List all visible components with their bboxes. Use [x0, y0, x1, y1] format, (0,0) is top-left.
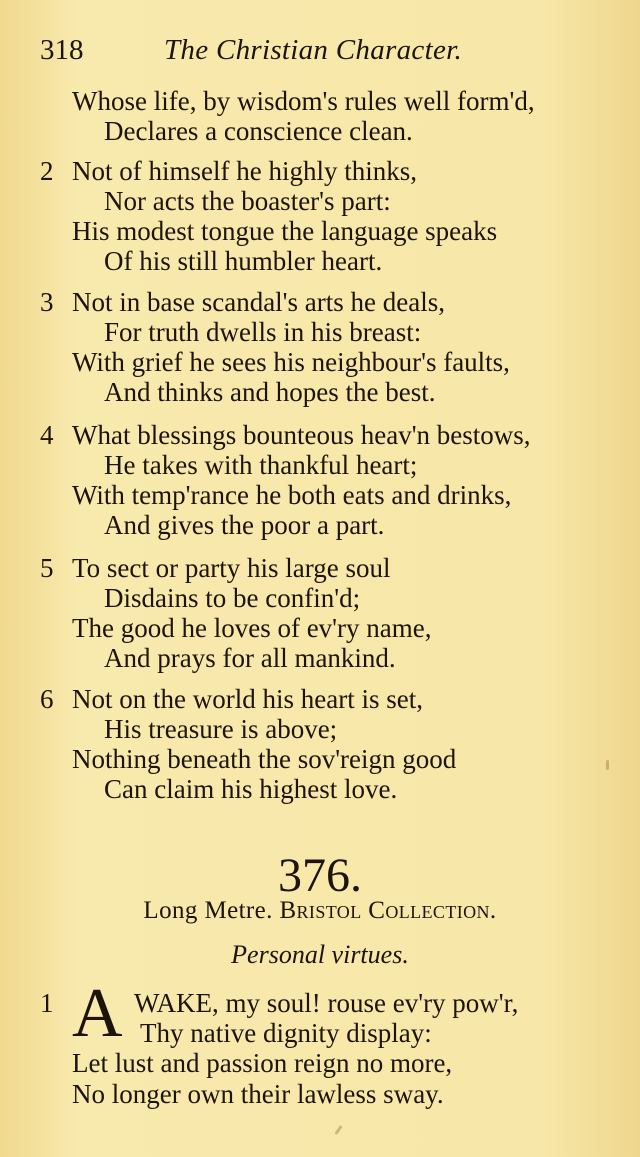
verse-line [40, 287, 615, 317]
stanza-number: 2 [40, 156, 54, 186]
verse-line-text: For truth dwells in his breast: [104, 317, 422, 347]
hymn-metre-and-source [0, 897, 640, 925]
verse-line-text: Not in base scandal's arts he deals, [72, 287, 446, 317]
hymn-subject: Personal virtues. [231, 940, 409, 969]
hymn-number: 376. [278, 849, 362, 902]
running-title: The Christian Character. [164, 34, 463, 66]
verse-line-text: Whose life, by wisdom's rules well form'd, [72, 86, 535, 116]
page-number: 318 [40, 34, 84, 66]
verse-line [40, 156, 615, 186]
page-header [40, 32, 600, 68]
verse-line-text: No longer own their lawless sway. [72, 1079, 444, 1109]
verse-line [40, 86, 615, 116]
verse-line [40, 317, 615, 347]
stanza-number: 3 [40, 287, 54, 317]
verse-line-text: His treasure is above; [104, 714, 338, 744]
hymn-376-line-1 [40, 988, 615, 1018]
stanza-5 [40, 553, 615, 673]
verse-line [40, 744, 615, 774]
verse-line [40, 774, 615, 804]
verse-line-text: Can claim his highest love. [104, 774, 398, 804]
verse-line-text: To sect or party his large soul [72, 553, 391, 583]
verse-line-text: Let lust and passion reign no more, [72, 1048, 453, 1078]
verse-line-text: Thy native dignity display: [140, 1018, 432, 1048]
verse-line-text: Nor acts the boaster's part: [104, 186, 391, 216]
stanza-4 [40, 420, 615, 540]
hymn-375-continuation [40, 86, 615, 146]
verse-line [40, 643, 615, 673]
verse-line-text: And prays for all mankind. [104, 643, 396, 673]
verse-line-text: Nothing beneath the sov'reign good [72, 744, 457, 774]
verse-line [40, 583, 615, 613]
verse-line-text: Not of himself he highly thinks, [72, 156, 417, 186]
verse-line [40, 377, 615, 407]
verse-line-text: Not on the world his heart is set, [72, 684, 423, 714]
stanza-number: 4 [40, 420, 54, 450]
verse-line [40, 510, 615, 540]
verse-line-text: He takes with thankful heart; [104, 450, 418, 480]
verse-line [40, 714, 615, 744]
hymn-376-line-3 [40, 1048, 615, 1078]
verse-line-text: With temp'rance he both eats and drinks, [72, 480, 512, 510]
verse-line-text: With grief he sees his neighbour's faults, [72, 347, 510, 377]
verse-line [40, 450, 615, 480]
verse-line-text: His modest tongue the language speaks [72, 216, 498, 246]
verse-line-text: WAKE, my soul! rouse ev'ry pow'r, [134, 988, 519, 1018]
verse-line [40, 216, 615, 246]
drop-cap-initial: A [72, 975, 123, 1052]
verse-line-text: The good he loves of ev'ry name, [72, 613, 432, 643]
hymn-376-line-4 [40, 1079, 615, 1109]
stanza-2 [40, 156, 615, 276]
verse-line [40, 186, 615, 216]
paper-speck [334, 1125, 342, 1135]
paper-speck [606, 760, 609, 770]
hymn-376-line-2 [40, 1018, 615, 1048]
verse-line [40, 613, 615, 643]
verse-line-text: Declares a conscience clean. [104, 116, 413, 146]
verse-line [40, 553, 615, 583]
verse-line [40, 684, 615, 714]
stanza-number: 1 [40, 988, 54, 1018]
verse-line-text: What blessings bounteous heav'n bestows, [72, 420, 531, 450]
stanza-number: 6 [40, 684, 54, 714]
verse-line [40, 347, 615, 377]
verse-line-text: And thinks and hopes the best. [104, 377, 436, 407]
verse-line [40, 116, 615, 146]
verse-line [40, 480, 615, 510]
metre: Long Metre. [143, 897, 273, 924]
verse-line-text: Of his still humbler heart. [104, 246, 383, 276]
verse-line [40, 246, 615, 276]
stanza-3 [40, 287, 615, 407]
verse-line-text: Disdains to be confin'd; [104, 583, 361, 613]
verse-line [40, 420, 615, 450]
stanza-6 [40, 684, 615, 804]
verse-line-text: And gives the poor a part. [104, 510, 385, 540]
stanza-number: 5 [40, 553, 54, 583]
source-collection: Bristol Collection. [279, 897, 497, 924]
